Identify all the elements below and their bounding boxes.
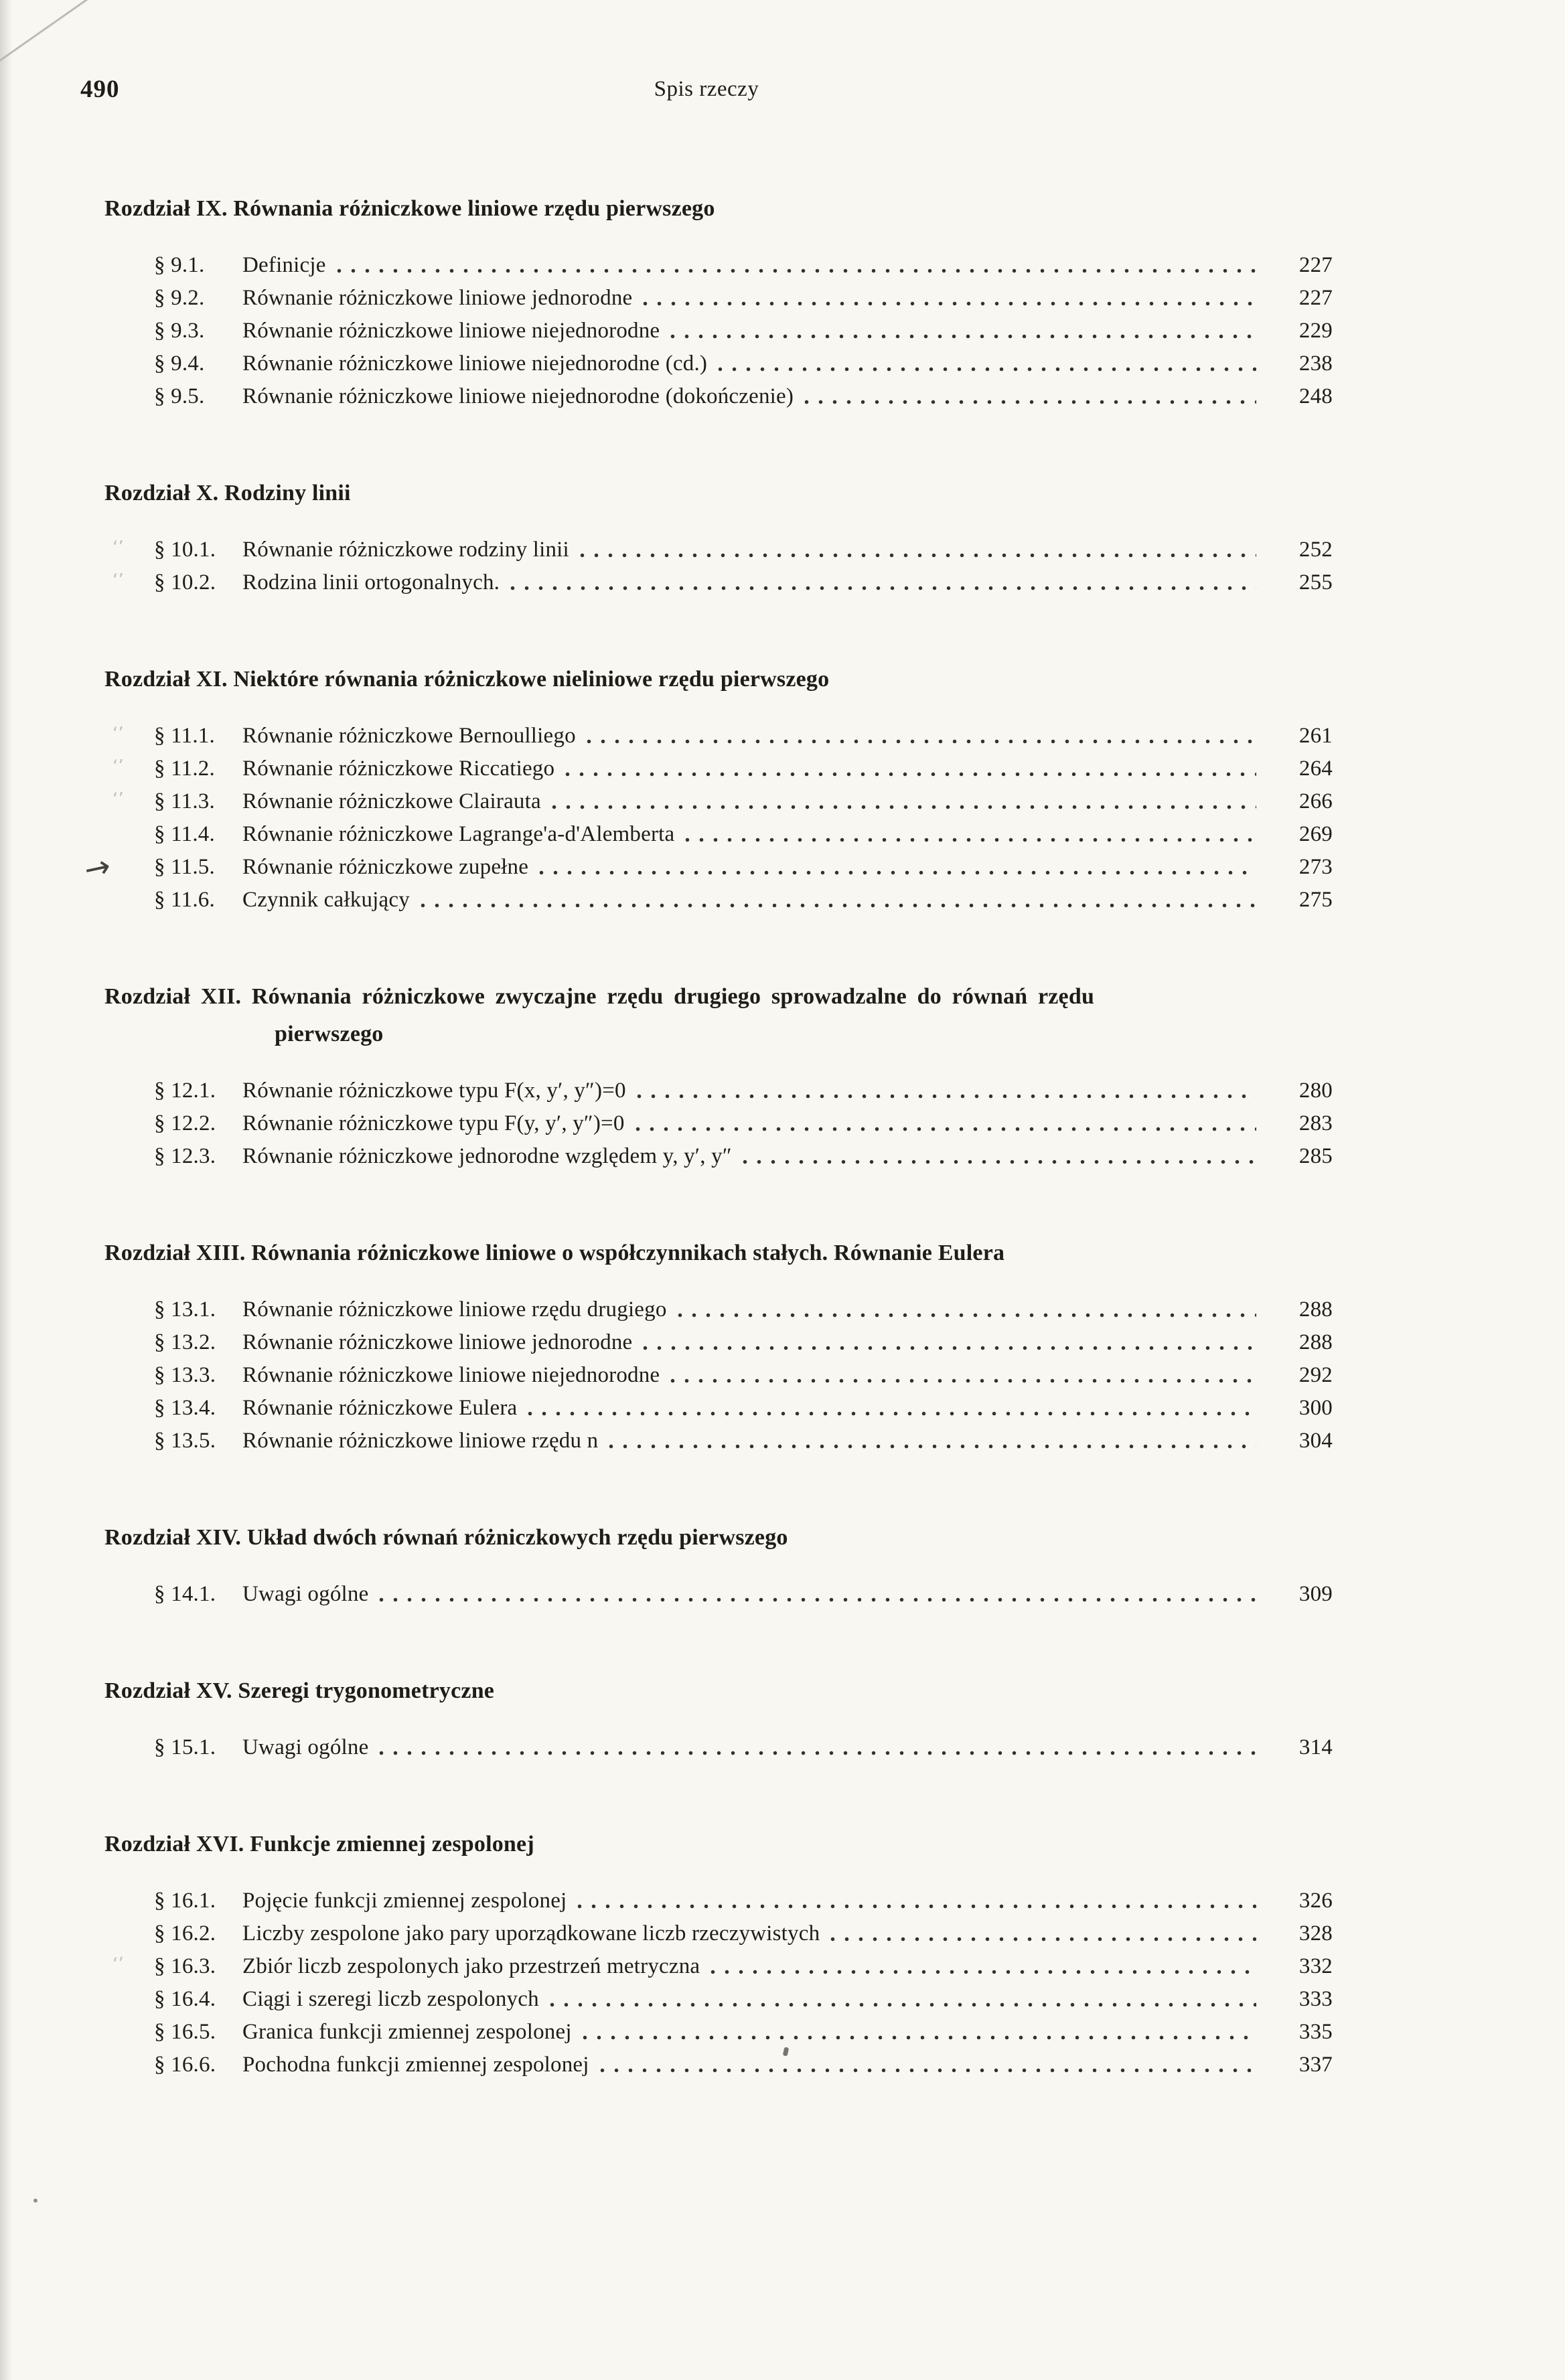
entry-page-number: 283 — [1298, 1111, 1333, 1135]
section-title: Równanie różniczkowe zupełne — [242, 855, 529, 879]
dot-leader — [609, 1444, 1256, 1449]
section-title: Ciągi i szeregi liczb zespolonych — [242, 1987, 539, 2011]
chapter-sections — [104, 1075, 1333, 1173]
dot-leader — [636, 1127, 1256, 1131]
toc-entry — [154, 282, 1333, 315]
entry-page-number: 261 — [1298, 724, 1333, 748]
section-title: Zbiór liczb zespolonych jako przestrzeń metryczna — [242, 1954, 700, 1978]
section-title: Równanie różniczkowe liniowe niejednorodne — [242, 319, 660, 343]
dot-leader — [643, 301, 1256, 306]
toc-entry — [154, 1983, 1333, 2016]
entry-page-number: 264 — [1298, 757, 1333, 781]
section-title: Pojęcie funkcji zmiennej zespolonej — [242, 1889, 567, 1913]
chapter — [80, 1672, 1333, 1764]
section-number: § 16.2. — [154, 1921, 216, 1946]
dot-leader — [552, 805, 1256, 809]
entry-page-number: 252 — [1298, 538, 1333, 562]
dot-leader — [577, 1904, 1256, 1909]
chapter-title — [104, 1519, 1333, 1557]
margin-annotation-icon: → — [80, 847, 114, 888]
dot-leader — [670, 1378, 1256, 1383]
dot-leader — [421, 903, 1256, 908]
section-title: Równanie różniczkowe Clairauta — [242, 789, 541, 813]
entry-page-number: 328 — [1298, 1921, 1333, 1946]
section-title: Równanie różniczkowe liniowe niejednorodne (cd.) — [242, 351, 708, 376]
dot-leader — [528, 1411, 1256, 1416]
chapter-sections — [104, 1885, 1333, 2081]
entry-page-number: 332 — [1298, 1954, 1333, 1978]
section-title: Równanie różniczkowe typu F(y, y′, y″)=0 — [242, 1111, 625, 1135]
chapter-title — [104, 1826, 1333, 1863]
entry-page-number: 326 — [1298, 1889, 1333, 1913]
section-number: § 11.6. — [154, 888, 215, 912]
section-number: § 16.3. — [154, 1954, 216, 1978]
toc-entry — [154, 380, 1333, 413]
toc-entry — [154, 1359, 1333, 1392]
section-number: § 12.1. — [154, 1079, 216, 1103]
toc-entry — [113, 566, 1333, 599]
dot-leader — [539, 870, 1256, 875]
section-title: Pochodna funkcji zmiennej zespolonej — [242, 2053, 589, 2077]
entry-page-number: 333 — [1298, 1987, 1333, 2011]
dot-leader — [718, 367, 1256, 372]
chapter — [80, 475, 1333, 599]
section-title: Równanie różniczkowe liniowe niejednorodne — [242, 1363, 660, 1387]
toc-entry — [80, 847, 1333, 888]
section-number: § 13.4. — [154, 1396, 216, 1420]
chapter-sections — [104, 1731, 1333, 1764]
section-number: § 9.1. — [154, 253, 205, 277]
section-number: § 10.1. — [154, 538, 216, 562]
section-title: Rodzina linii ortogonalnych. — [242, 570, 500, 594]
dot-leader — [565, 772, 1256, 777]
chapter — [80, 1826, 1333, 2081]
section-number: § 11.5. — [154, 855, 215, 879]
margin-annotation-icon: ʻʼ — [113, 538, 124, 558]
toc-entry — [154, 2049, 1333, 2081]
entry-page-number: 335 — [1298, 2020, 1333, 2044]
margin-annotation-icon: ʻʼ — [113, 789, 124, 809]
toc-entry — [154, 1107, 1333, 1140]
toc — [80, 190, 1333, 2081]
dot-leader — [379, 1597, 1256, 1602]
toc-entry — [154, 1731, 1333, 1764]
entry-page-number: 269 — [1298, 822, 1333, 846]
entry-page-number: 292 — [1298, 1363, 1333, 1387]
toc-entry — [154, 1392, 1333, 1425]
entry-page-number: 229 — [1298, 319, 1333, 343]
chapter-sections — [104, 1293, 1333, 1457]
running-header-title: Spis rzeczy — [654, 77, 759, 101]
dot-leader — [337, 268, 1256, 273]
entry-page-number: 255 — [1298, 570, 1333, 594]
dot-leader — [830, 1937, 1256, 1941]
toc-entry — [113, 752, 1333, 785]
toc-entry — [113, 1950, 1333, 1983]
toc-entry — [154, 1885, 1333, 1917]
entry-page-number: 248 — [1298, 384, 1333, 408]
section-number: § 16.6. — [154, 2053, 216, 2077]
section-number: § 9.3. — [154, 319, 205, 343]
toc-entry — [154, 1140, 1333, 1173]
entry-page-number: 309 — [1298, 1582, 1333, 1606]
chapter-sections — [80, 720, 1333, 917]
section-number: § 16.1. — [154, 1889, 216, 1913]
section-title: Liczby zespolone jako pary uporządkowane liczb rzeczywistych — [242, 1921, 820, 1946]
chapter-title — [104, 475, 1333, 512]
section-number: § 9.5. — [154, 384, 205, 408]
chapter-title — [104, 661, 1333, 698]
section-number: § 10.2. — [154, 570, 216, 594]
dot-leader — [379, 1751, 1256, 1755]
toc-entry — [154, 884, 1333, 917]
chapter-title — [104, 1672, 1333, 1710]
section-title: Uwagi ogólne — [242, 1582, 369, 1606]
margin-annotation-icon: ʻʼ — [113, 1954, 124, 1974]
dot-leader — [583, 2035, 1256, 2040]
section-number: § 13.5. — [154, 1429, 216, 1453]
toc-entry — [154, 818, 1333, 851]
chapter-title — [104, 978, 1333, 1053]
entry-page-number: 266 — [1298, 789, 1333, 813]
toc-entry — [113, 534, 1333, 566]
chapter — [80, 661, 1333, 917]
dot-leader — [678, 1313, 1256, 1318]
section-number: § 9.2. — [154, 286, 205, 310]
section-number: § 16.5. — [154, 2020, 216, 2044]
toc-entry — [154, 1075, 1333, 1107]
dot-leader — [600, 2068, 1256, 2073]
section-title: Równanie różniczkowe liniowe rzędu drugiego — [242, 1297, 667, 1322]
section-number: § 15.1. — [154, 1735, 216, 1759]
dot-leader — [685, 838, 1256, 842]
chapter-sections — [104, 249, 1333, 413]
section-number: § 13.2. — [154, 1330, 216, 1354]
section-title: Definicje — [242, 253, 326, 277]
toc-entry — [113, 720, 1333, 752]
section-number: § 11.1. — [154, 724, 215, 748]
section-number: § 16.4. — [154, 1987, 216, 2011]
section-number: § 13.3. — [154, 1363, 216, 1387]
section-number: § 13.1. — [154, 1297, 216, 1322]
chapter-title — [104, 190, 1333, 228]
section-title: Równanie różniczkowe Riccatiego — [242, 757, 555, 781]
entry-page-number: 288 — [1298, 1330, 1333, 1354]
section-title: Równanie różniczkowe liniowe jednorodne — [242, 1330, 633, 1354]
dot-leader — [580, 553, 1256, 558]
toc-entry — [154, 1917, 1333, 1950]
margin-annotation-icon: ʻʼ — [113, 757, 124, 777]
margin-annotation-icon: ʻʼ — [113, 724, 124, 744]
dot-leader — [643, 1346, 1256, 1350]
entry-page-number: 273 — [1298, 855, 1333, 879]
toc-entry — [154, 315, 1333, 347]
chapter-title-text: Rozdział XIV. Układ dwóch równań różniczkowych rzędu pierwszego — [104, 1525, 788, 1550]
section-title: Równanie różniczkowe liniowe jednorodne — [242, 286, 633, 310]
chapter-sections — [104, 1578, 1333, 1611]
entry-page-number: 280 — [1298, 1079, 1333, 1103]
chapter — [80, 1519, 1333, 1611]
section-title: Równanie różniczkowe liniowe niejednorodne (dokończenie) — [242, 384, 794, 408]
section-number: § 12.2. — [154, 1111, 216, 1135]
entry-page-number: 275 — [1298, 888, 1333, 912]
toc-entry — [113, 785, 1333, 818]
entry-page-number: 227 — [1298, 253, 1333, 277]
chapter-title-text: Rozdział X. Rodziny linii — [104, 481, 351, 505]
chapter — [80, 190, 1333, 413]
page-header — [80, 75, 1333, 107]
chapter-title-text: Rozdział XII. Równania różniczkowe zwyczajne rzędu drugiego sprowadzalne do równań rzędu — [104, 984, 1095, 1009]
folio-page-number: 490 — [80, 76, 120, 103]
entry-page-number: 285 — [1298, 1144, 1333, 1168]
section-title: Równanie różniczkowe Eulera — [242, 1396, 518, 1420]
section-title: Równanie różniczkowe liniowe rzędu n — [242, 1429, 599, 1453]
toc-entry — [154, 2016, 1333, 2049]
section-title: Równanie różniczkowe rodziny linii — [242, 538, 569, 562]
dot-leader — [804, 400, 1256, 404]
section-title: Uwagi ogólne — [242, 1735, 369, 1759]
toc-entry — [154, 249, 1333, 282]
dot-leader — [670, 334, 1256, 339]
section-number: § 14.1. — [154, 1582, 216, 1606]
section-title: Czynnik całkujący — [242, 888, 410, 912]
chapter-title-text: Rozdział XV. Szeregi trygonometryczne — [104, 1678, 495, 1703]
chapter-title-text: Rozdział XIII. Równania różniczkowe liniowe o współczynnikach stałych. Równanie Eulera — [104, 1241, 1005, 1265]
section-number: § 11.2. — [154, 757, 215, 781]
section-title: Równanie różniczkowe jednorodne względem y, y′, y″ — [242, 1144, 732, 1168]
dot-leader — [711, 1970, 1256, 1974]
dot-leader — [587, 739, 1256, 744]
entry-page-number: 300 — [1298, 1396, 1333, 1420]
entry-page-number: 304 — [1298, 1429, 1333, 1453]
dot-leader — [510, 586, 1256, 590]
section-number: § 11.3. — [154, 789, 215, 813]
dot-leader — [637, 1094, 1256, 1099]
entry-page-number: 314 — [1298, 1735, 1333, 1759]
section-title: Równanie różniczkowe typu F(x, y′, y″)=0 — [242, 1079, 626, 1103]
entry-page-number: 227 — [1298, 286, 1333, 310]
toc-entry — [154, 1578, 1333, 1611]
section-title: Równanie różniczkowe Bernoulliego — [242, 724, 576, 748]
dot-leader — [743, 1160, 1256, 1164]
chapter-title-text: Rozdział XI. Niektóre równania różniczkowe nieliniowe rzędu pierwszego — [104, 667, 830, 692]
toc-entry — [154, 347, 1333, 380]
entry-page-number: 337 — [1298, 2053, 1333, 2077]
toc-entry — [154, 1425, 1333, 1457]
section-title: Granica funkcji zmiennej zespolonej — [242, 2020, 572, 2044]
dot-leader — [550, 2002, 1256, 2007]
margin-annotation-icon: ʻʼ — [113, 570, 124, 590]
chapter-title-text: Rozdział IX. Równania różniczkowe liniowe rzędu pierwszego — [104, 196, 715, 221]
section-number: § 12.3. — [154, 1144, 216, 1168]
section-title: Równanie różniczkowe Lagrange'a-d'Alemberta — [242, 822, 675, 846]
chapter-title-text: Rozdział XVI. Funkcje zmiennej zespolonej — [104, 1832, 534, 1856]
chapter-sections — [104, 534, 1333, 599]
chapter — [80, 1235, 1333, 1457]
entry-page-number: 238 — [1298, 351, 1333, 376]
toc-entry — [154, 1293, 1333, 1326]
section-number: § 9.4. — [154, 351, 205, 376]
chapter — [80, 978, 1333, 1173]
chapter-title — [104, 1235, 1333, 1272]
toc-entry — [154, 1326, 1333, 1359]
entry-page-number: 288 — [1298, 1297, 1333, 1322]
chapter-title-line2: pierwszego — [275, 1022, 384, 1046]
section-number: § 11.4. — [154, 822, 215, 846]
